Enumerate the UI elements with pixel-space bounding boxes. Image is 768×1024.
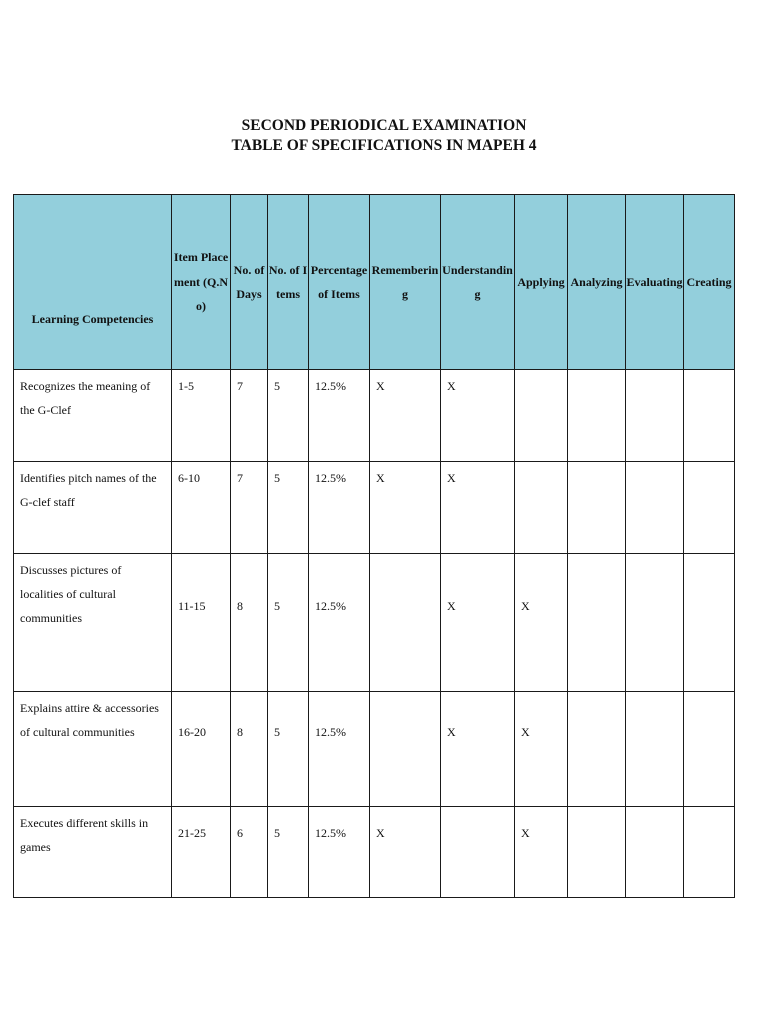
- header-row: [14, 195, 735, 370]
- header-evaluating: Evaluating: [626, 195, 684, 370]
- evaluating-cell: [626, 462, 684, 554]
- analyzing-cell: [568, 554, 626, 692]
- understanding-cell: X: [441, 692, 515, 807]
- header-percentage: Percentage of Items: [309, 195, 370, 370]
- analyzing-cell: [568, 692, 626, 807]
- item-placement-cell: 16-20: [172, 692, 231, 807]
- analyzing-cell: [568, 370, 626, 462]
- evaluating-cell: [626, 370, 684, 462]
- header-analyzing: Analyzing: [568, 195, 626, 370]
- remembering-cell: X: [370, 807, 441, 898]
- competency-cell: Discusses pictures of localities of cultural communities: [14, 554, 172, 692]
- creating-cell: [684, 692, 735, 807]
- item-placement-cell: 21-25: [172, 807, 231, 898]
- remembering-cell: [370, 692, 441, 807]
- applying-cell: X: [515, 692, 568, 807]
- title-line-2: TABLE OF SPECIFICATIONS IN MAPEH 4: [231, 137, 537, 154]
- creating-cell: [684, 807, 735, 898]
- understanding-cell: X: [441, 370, 515, 462]
- creating-cell: [684, 370, 735, 462]
- header-days: No. of Days: [231, 195, 268, 370]
- percentage-cell: 12.5%: [309, 554, 370, 692]
- days-cell: 7: [231, 370, 268, 462]
- creating-cell: [684, 554, 735, 692]
- percentage-cell: 12.5%: [309, 462, 370, 554]
- header-remembering: Remembering: [370, 195, 441, 370]
- document-title: [0, 116, 768, 156]
- percentage-cell: 12.5%: [309, 692, 370, 807]
- table-row: [14, 554, 735, 692]
- remembering-cell: [370, 554, 441, 692]
- days-cell: 8: [231, 554, 268, 692]
- understanding-cell: [441, 807, 515, 898]
- evaluating-cell: [626, 692, 684, 807]
- percentage-cell: 12.5%: [309, 370, 370, 462]
- competency-cell: Identifies pitch names of the G-clef staff: [14, 462, 172, 554]
- days-cell: 8: [231, 692, 268, 807]
- item-placement-cell: 6-10: [172, 462, 231, 554]
- header-item-placement: Item Placement (Q.No): [172, 195, 231, 370]
- table-row: [14, 370, 735, 462]
- remembering-cell: X: [370, 370, 441, 462]
- evaluating-cell: [626, 554, 684, 692]
- item-placement-cell: 11-15: [172, 554, 231, 692]
- evaluating-cell: [626, 807, 684, 898]
- title-line-1: SECOND PERIODICAL EXAMINATION: [241, 117, 527, 134]
- header-understanding: Understanding: [441, 195, 515, 370]
- header-creating: Creating: [684, 195, 735, 370]
- remembering-cell: X: [370, 462, 441, 554]
- competency-cell: Recognizes the meaning of the G-Clef: [14, 370, 172, 462]
- analyzing-cell: [568, 807, 626, 898]
- applying-cell: [515, 462, 568, 554]
- items-cell: 5: [268, 554, 309, 692]
- competency-cell: Explains attire & accessories of cultural communities: [14, 692, 172, 807]
- header-applying: Applying: [515, 195, 568, 370]
- days-cell: 6: [231, 807, 268, 898]
- items-cell: 5: [268, 370, 309, 462]
- header-competency: Learning Competencies: [14, 195, 172, 370]
- items-cell: 5: [268, 692, 309, 807]
- competency-cell: Executes different skills in games: [14, 807, 172, 898]
- items-cell: 5: [268, 462, 309, 554]
- items-cell: 5: [268, 807, 309, 898]
- days-cell: 7: [231, 462, 268, 554]
- understanding-cell: X: [441, 554, 515, 692]
- applying-cell: [515, 370, 568, 462]
- table-of-specifications: [13, 194, 735, 898]
- applying-cell: X: [515, 807, 568, 898]
- understanding-cell: X: [441, 462, 515, 554]
- header-items: No. of Items: [268, 195, 309, 370]
- item-placement-cell: 1-5: [172, 370, 231, 462]
- table-row: [14, 462, 735, 554]
- creating-cell: [684, 462, 735, 554]
- applying-cell: X: [515, 554, 568, 692]
- analyzing-cell: [568, 462, 626, 554]
- percentage-cell: 12.5%: [309, 807, 370, 898]
- table-row: [14, 807, 735, 898]
- table-row: [14, 692, 735, 807]
